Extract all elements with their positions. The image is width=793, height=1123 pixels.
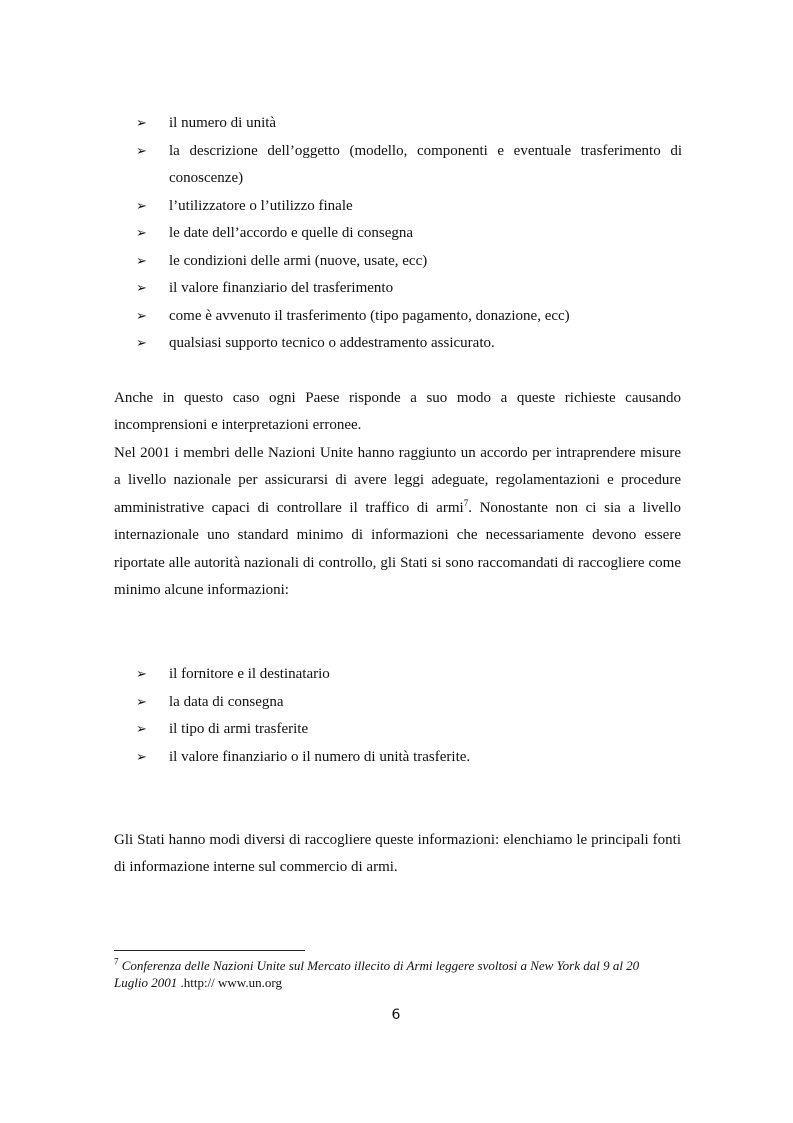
arrow-bullet-icon: ➢: [136, 116, 147, 131]
list-item: ➢ le date dell’accordo e quelle di consegna: [136, 220, 682, 248]
list-item: ➢ il numero di unità: [136, 110, 682, 138]
footnote-divider: [114, 950, 305, 951]
list-item: ➢ il valore finanziario o il numero di unità trasferite.: [136, 744, 682, 772]
arrow-bullet-icon: ➢: [136, 143, 147, 159]
list-item: ➢ la data di consegna: [136, 689, 682, 717]
list-item: ➢ il valore finanziario del trasferimento: [136, 275, 682, 303]
footnote-reference[interactable]: 7: [463, 497, 469, 508]
arrow-bullet-icon: ➢: [136, 308, 147, 324]
info-list-2: [136, 661, 682, 771]
arrow-bullet-icon: ➢: [136, 336, 147, 351]
list-item: ➢ come è avvenuto il trasferimento (tipo pagamento, donazione, ecc): [136, 303, 682, 331]
footnote-link[interactable]: .http:// www.un.org: [177, 975, 282, 990]
footnote-number: 7: [114, 956, 119, 967]
arrow-bullet-icon: ➢: [136, 667, 147, 682]
paragraph-un-agreement: [114, 440, 681, 604]
list-item: ➢ il tipo di armi trasferite: [136, 716, 682, 744]
arrow-bullet-icon: ➢: [136, 253, 147, 269]
list-item: ➢ qualsiasi supporto tecnico o addestramento assicurato.: [136, 330, 682, 358]
footnote-citation: Conferenza delle Nazioni Unite sul Mercato illecito di Armi leggere svoltosi a New York dal 9 al 20 Luglio 2001: [114, 958, 640, 990]
paragraph-sources: Gli Stati hanno modi diversi di raccogliere queste informazioni: elenchiamo le principali fonti di informazione interne sul commercio di armi.: [114, 832, 681, 876]
footnote: [114, 957, 674, 991]
paragraph-text: . Nonostante non ci sia a livello internazionale uno standard minimo di informazioni che necessariamente devono essere riportate alle autorità nazionali di controllo, gli Stati si sono raccomandati di raccogliere come minimo alcune informazioni:: [114, 499, 682, 599]
list-item: ➢ la descrizione dell’oggetto (modello, componenti e eventuale trasferimento di conoscenze): [136, 138, 682, 193]
paragraph-text: Nel 2001 i membri delle Nazioni Unite hanno raggiunto un accordo per intraprendere misure a livello nazionale per assicurarsi di avere leggi adeguate, regolamentazioni e procedure amministrative capaci di controllare il traffico di armi: [114, 445, 681, 516]
arrow-bullet-icon: ➢: [136, 226, 147, 241]
arrow-bullet-icon: ➢: [136, 281, 147, 296]
list-item: ➢ le condizioni delle armi (nuove, usate, ecc): [136, 248, 682, 276]
arrow-bullet-icon: ➢: [136, 198, 147, 214]
list-item: ➢ il fornitore e il destinatario: [136, 661, 682, 689]
arrow-bullet-icon: ➢: [136, 722, 147, 737]
paragraph-intro: Anche in questo caso ogni Paese risponde a suo modo a queste richieste causando incomprensioni e interpretazioni erronee.: [114, 390, 681, 434]
arrow-bullet-icon: ➢: [136, 749, 147, 765]
list-item: ➢ l’utilizzatore o l’utilizzo finale: [136, 193, 682, 221]
page-number: 6: [391, 1007, 401, 1023]
arrow-bullet-icon: ➢: [136, 694, 147, 710]
info-list-1: [136, 110, 682, 358]
